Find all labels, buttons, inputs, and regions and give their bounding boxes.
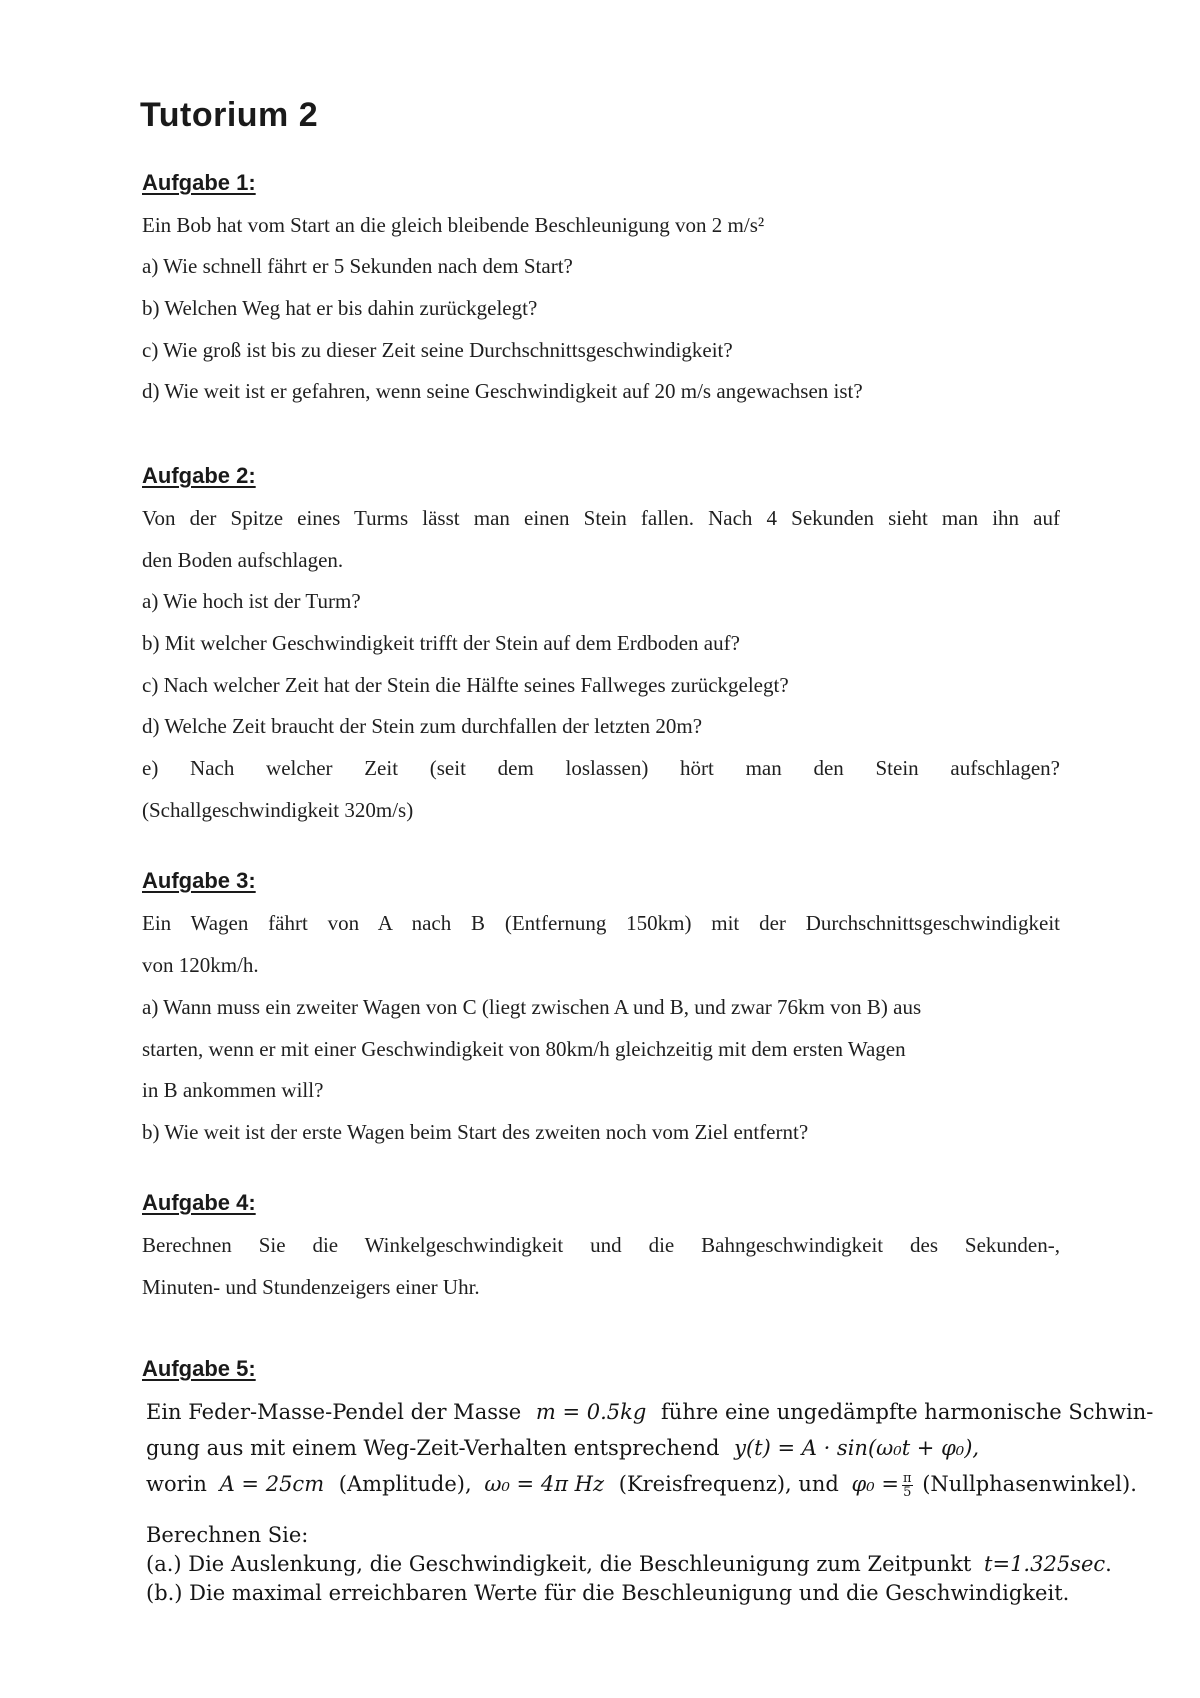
aufgabe-1-question-a: a) Wie schnell fährt er 5 Sekunden nach dem Start? [142, 254, 573, 278]
aufgabe-3-heading: Aufgabe 3: [142, 868, 256, 893]
aufgabe-3-text-line-2: von 120km/h. [142, 953, 259, 977]
aufgabe-2-question-a: a) Wie hoch ist der Turm? [142, 589, 361, 613]
aufgabe-1-question-c: c) Wie groß ist bis zu dieser Zeit seine Durchschnittsgeschwindigkeit? [142, 338, 733, 362]
aufgabe-1-question-d: d) Wie weit ist er gefahren, wenn seine Geschwindigkeit auf 20 m/s angewachsen ist? [142, 379, 863, 403]
aufgabe-2-text-line-1: Von der Spitze eines Turms lässt man einen Stein fallen. Nach 4 Sekunden sieht man ihn auf [142, 506, 1060, 530]
aufgabe-5-line-2: gung aus mit einem Weg-Zeit-Verhalten entsprechend y(t) = A · sin(ω₀t + φ₀), [146, 1436, 980, 1460]
aufgabe-3-question-a-line-1: a) Wann muss ein zweiter Wagen von C (liegt zwischen A und B, und zwar 76km von B) aus [142, 995, 922, 1019]
aufgabe-4-heading: Aufgabe 4: [142, 1190, 256, 1215]
aufgabe-5-line-5: (a.) Die Auslenkung, die Geschwindigkeit, die Beschleunigung zum Zeitpunkt t=1.325sec. [146, 1552, 1112, 1576]
phase-formula: φ₀ = [851, 1472, 899, 1496]
page-title: Tutorium 2 [140, 96, 319, 134]
amplitude-formula: A = 25cm [219, 1472, 325, 1496]
aufgabe-1-question-b: b) Welchen Weg hat er bis dahin zurückgelegt? [142, 296, 538, 320]
time-formula: t=1.325sec [984, 1552, 1106, 1576]
aufgabe-3-question-b: b) Wie weit ist der erste Wagen beim Start des zweiten noch vom Ziel entfernt? [142, 1120, 809, 1144]
aufgabe-1-text: Ein Bob hat vom Start an die gleich bleibende Beschleunigung von 2 m/s² [142, 213, 765, 237]
aufgabe-2-question-c: c) Nach welcher Zeit hat der Stein die Hälfte seines Fallweges zurückgelegt? [142, 673, 789, 697]
aufgabe-5-line-1: Ein Feder-Masse-Pendel der Masse m = 0.5kg führe eine ungedämpfte harmonische Schwin- [146, 1400, 1154, 1424]
aufgabe-3-question-a-line-3: in B ankommen will? [142, 1078, 324, 1102]
phase-fraction: $\frac{\pi}{5}$ [902, 1471, 912, 1500]
aufgabe-4-text-line-1: Berechnen Sie die Winkelgeschwindigkeit und die Bahngeschwindigkeit des Sekunden-, [142, 1233, 1060, 1257]
aufgabe-2-question-b: b) Mit welcher Geschwindigkeit trifft der Stein auf dem Erdboden auf? [142, 631, 740, 655]
displacement-formula: y(t) = A · sin(ω₀t + φ₀), [734, 1436, 980, 1460]
frequency-formula: ω₀ = 4π Hz [484, 1472, 605, 1496]
aufgabe-1-heading: Aufgabe 1: [142, 170, 256, 195]
aufgabe-2-heading: Aufgabe 2: [142, 463, 256, 488]
aufgabe-5-line-3: worin A = 25cm (Amplitude), ω₀ = 4π Hz (Kreisfrequenz), und φ₀ = $\frac{\pi}{5}$ (Nullphasenwinkel). [146, 1471, 1137, 1500]
aufgabe-5-line-6: (b.) Die maximal erreichbaren Werte für die Beschleunigung und die Geschwindigkeit. [146, 1581, 1070, 1605]
aufgabe-2-question-e: e) Nach welcher Zeit (seit dem loslassen) hört man den Stein aufschlagen? [142, 756, 1060, 780]
aufgabe-2-question-e-note: (Schallgeschwindigkeit 320m/s) [142, 798, 414, 822]
aufgabe-4-text-line-2: Minuten- und Stundenzeigers einer Uhr. [142, 1275, 480, 1299]
aufgabe-2-text-line-2: den Boden aufschlagen. [142, 548, 344, 572]
aufgabe-2-question-d: d) Welche Zeit braucht der Stein zum durchfallen der letzten 20m? [142, 714, 703, 738]
aufgabe-5-line-4: Berechnen Sie: [146, 1523, 309, 1547]
aufgabe-5-heading: Aufgabe 5: [142, 1356, 256, 1381]
mass-formula: m = 0.5kg [535, 1400, 647, 1424]
aufgabe-3-question-a-line-2: starten, wenn er mit einer Geschwindigkeit von 80km/h gleichzeitig mit dem ersten Wagen [142, 1037, 906, 1061]
aufgabe-3-text-line-1: Ein Wagen fährt von A nach B (Entfernung 150km) mit der Durchschnittsgeschwindigkeit [142, 911, 1060, 935]
